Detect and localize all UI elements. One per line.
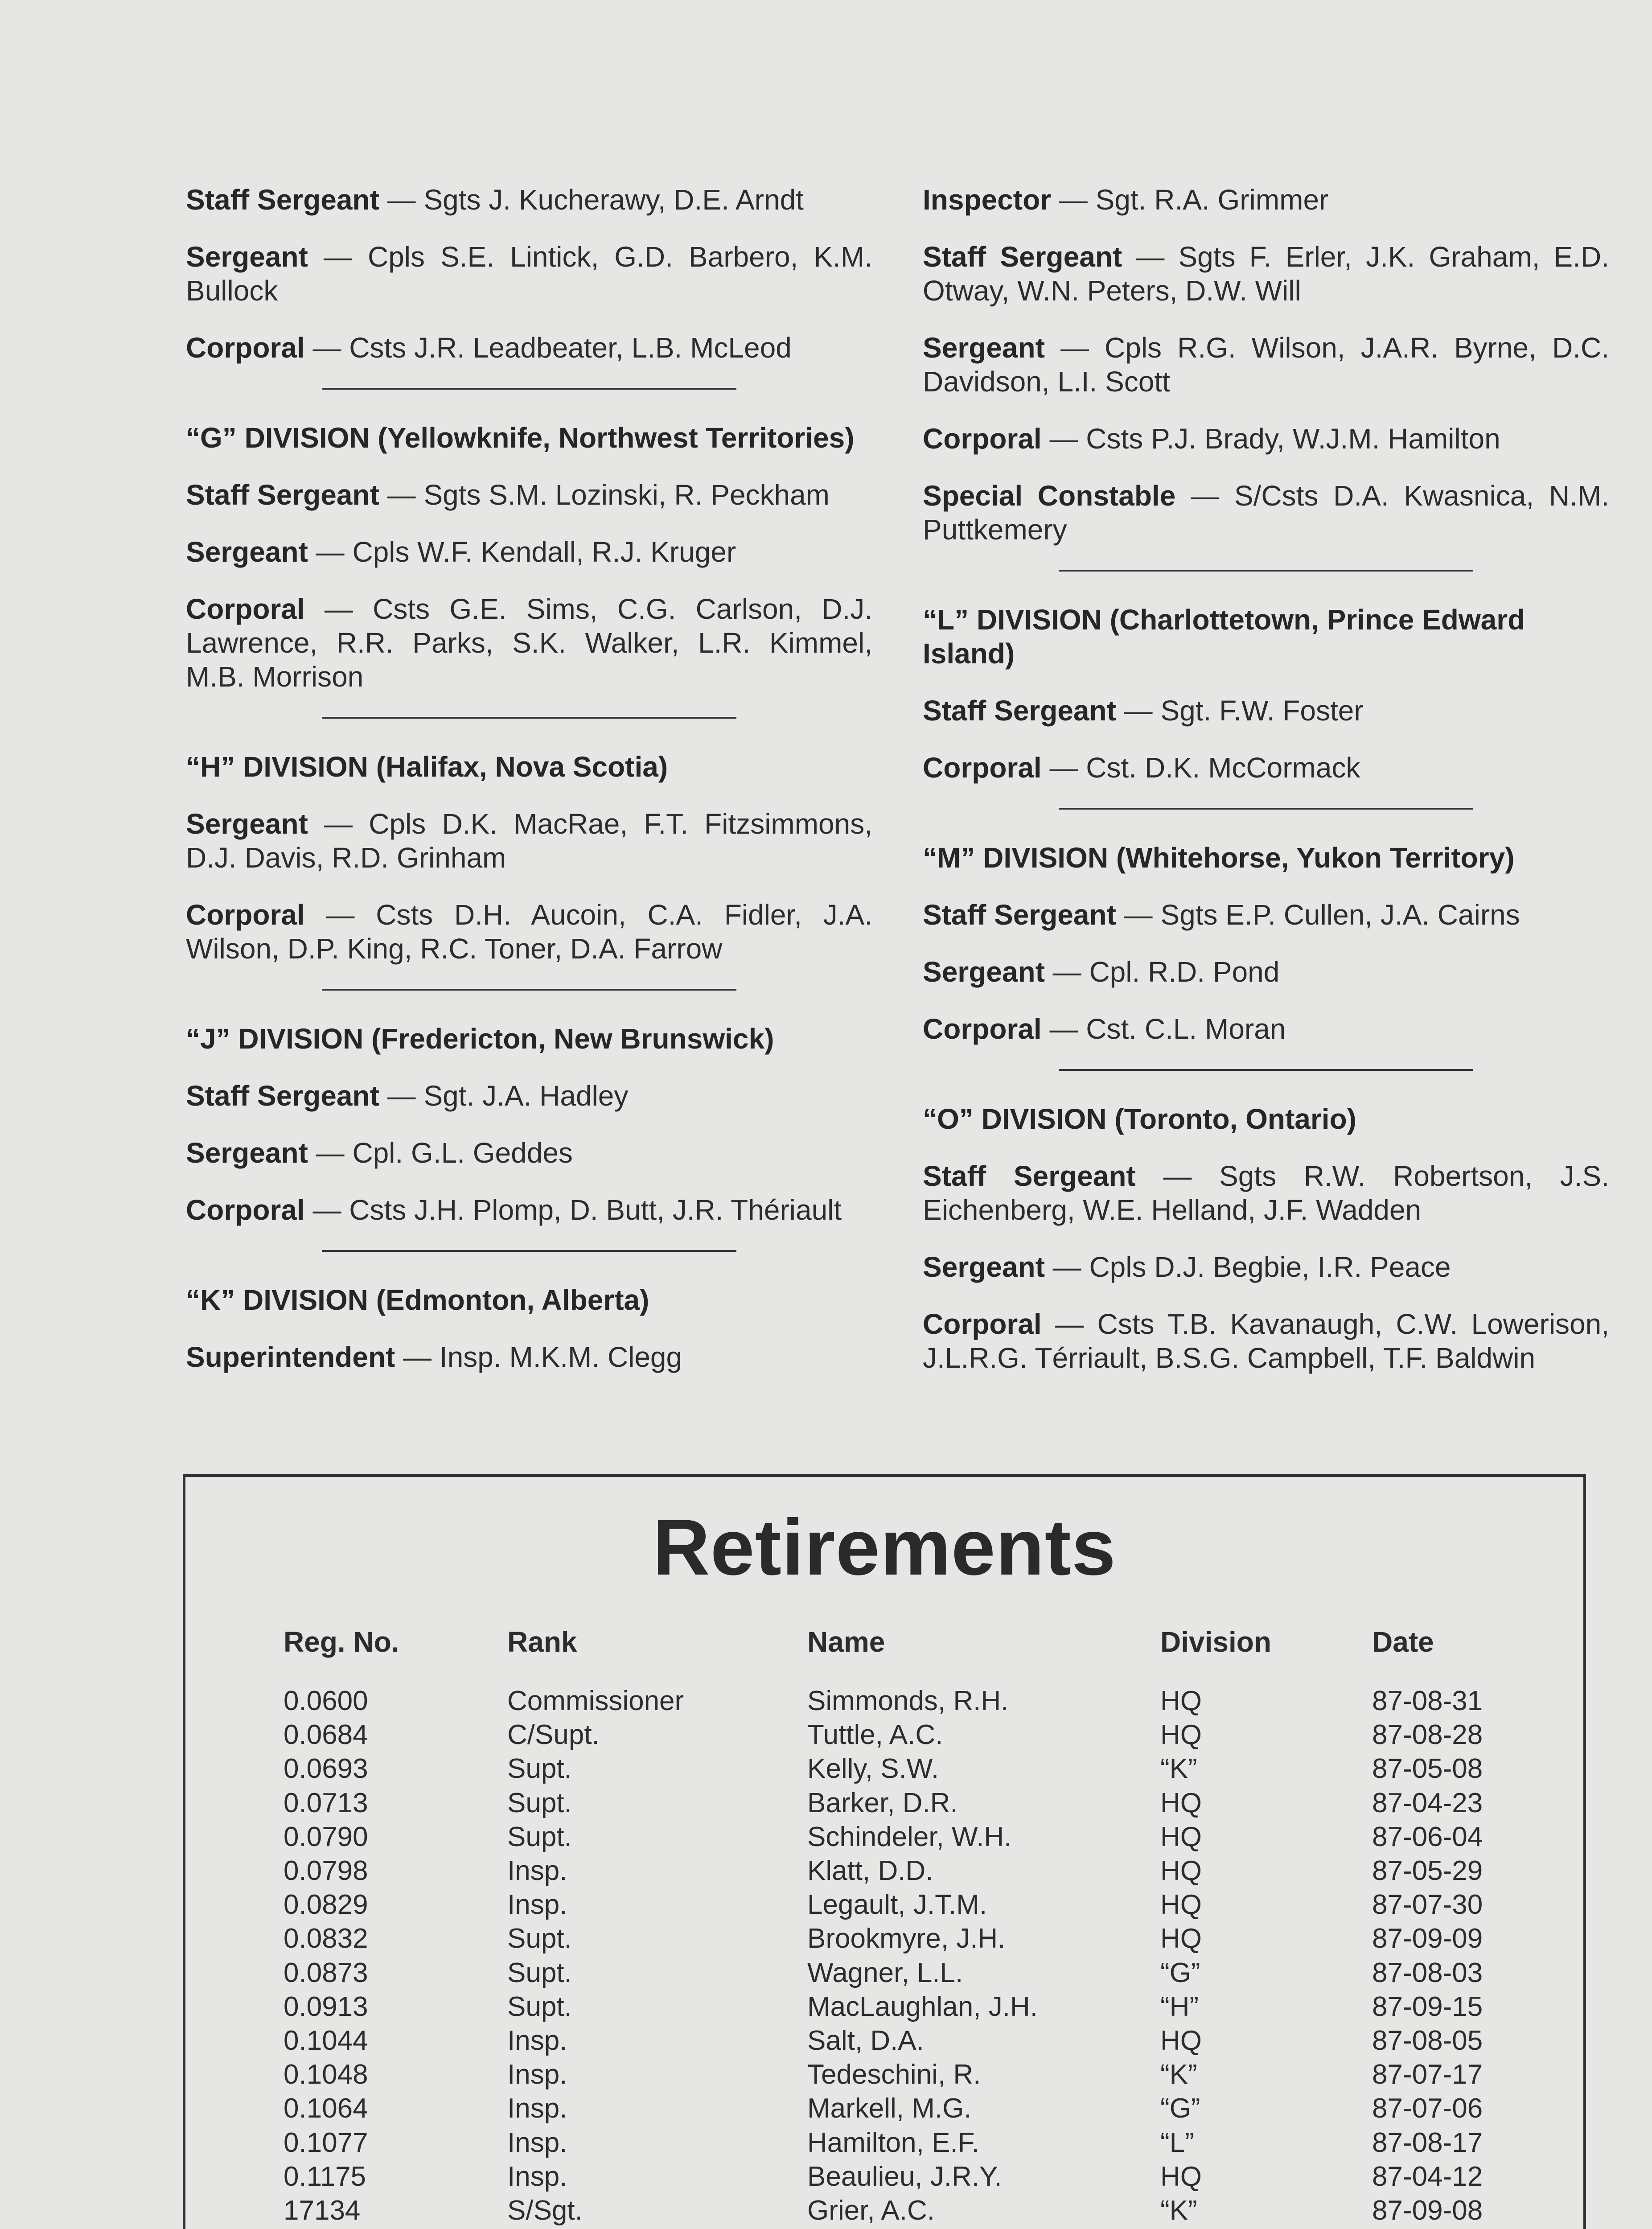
table-cell-date: 87-09-15 bbox=[1372, 1991, 1483, 2022]
table-cell-reg: 0.0600 bbox=[284, 1686, 368, 1716]
table-cell-division: “K” bbox=[1160, 2059, 1197, 2090]
table-cell-rank: S/Sgt. bbox=[507, 2195, 583, 2226]
section-divider bbox=[1059, 1069, 1473, 1071]
table-cell-name: Wagner, L.L. bbox=[807, 1957, 963, 1988]
division-heading: “M” DIVISION (Whitehorse, Yukon Territory) bbox=[923, 842, 1515, 874]
table-cell-reg: 0.1064 bbox=[284, 2093, 368, 2124]
table-cell-name: Grier, A.C. bbox=[807, 2195, 935, 2226]
table-cell-date: 87-07-06 bbox=[1372, 2093, 1483, 2124]
promotion-entry: Inspector — Sgt. R.A. Grimmer bbox=[923, 184, 1329, 216]
table-cell-name: Kelly, S.W. bbox=[807, 1753, 939, 1785]
table-cell-name: Barker, D.R. bbox=[807, 1787, 958, 1818]
table-cell-rank: C/Supt. bbox=[507, 1719, 600, 1751]
table-cell-rank: Insp. bbox=[507, 1889, 567, 1921]
table-cell-name: Klatt, D.D. bbox=[807, 1855, 933, 1887]
table-cell-rank: Insp. bbox=[507, 2093, 567, 2124]
division-heading: “G” DIVISION (Yellowknife, Northwest Territories) bbox=[186, 422, 855, 454]
promotion-entry: Sergeant — Cpls D.K. MacRae, F.T. Fitzsimmons, D.J. Davis, R.D. Grinham bbox=[186, 808, 872, 874]
promotion-entry: Staff Sergeant — Sgts J. Kucherawy, D.E. Arndt bbox=[186, 184, 804, 216]
promotion-entry: Sergeant — Cpls R.G. Wilson, J.A.R. Byrne, D.C. Davidson, L.I. Scott bbox=[923, 332, 1609, 398]
table-cell-division: “K” bbox=[1160, 1753, 1197, 1785]
table-cell-name: Markell, M.G. bbox=[807, 2093, 972, 2124]
table-cell-division: “L” bbox=[1160, 2127, 1194, 2158]
table-cell-division: “G” bbox=[1160, 1957, 1200, 1988]
promotion-entry: Corporal — Csts D.H. Aucoin, C.A. Fidler, J.A. Wilson, D.P. King, R.C. Toner, D.A. Farrow bbox=[186, 899, 872, 965]
table-cell-date: 87-07-30 bbox=[1372, 1889, 1483, 1921]
promotion-entry: Staff Sergeant — Sgts E.P. Cullen, J.A. Cairns bbox=[923, 899, 1520, 931]
table-cell-division: HQ bbox=[1160, 1855, 1202, 1887]
section-divider bbox=[1059, 808, 1473, 810]
table-cell-reg: 0.0790 bbox=[284, 1821, 368, 1852]
table-cell-reg: 0.1048 bbox=[284, 2059, 368, 2090]
retirements-title: Retirements bbox=[653, 1503, 1116, 1592]
division-heading: “J” DIVISION (Fredericton, New Brunswick) bbox=[186, 1023, 774, 1055]
right-column bbox=[923, 183, 1609, 1398]
promotion-entry: Sergeant — Cpls W.F. Kendall, R.J. Kruger bbox=[186, 536, 736, 568]
promotion-entry: Corporal — Cst. C.L. Moran bbox=[923, 1013, 1286, 1045]
table-cell-division: HQ bbox=[1160, 1923, 1202, 1954]
promotion-entry: Corporal — Csts J.H. Plomp, D. Butt, J.R. Thériault bbox=[186, 1194, 842, 1226]
table-cell-name: MacLaughlan, J.H. bbox=[807, 1991, 1038, 2022]
promotion-entry: Sergeant — Cpls S.E. Lintick, G.D. Barbero, K.M. Bullock bbox=[186, 241, 872, 307]
division-heading: “H” DIVISION (Halifax, Nova Scotia) bbox=[186, 751, 668, 783]
promotion-entry: Corporal — Csts G.E. Sims, C.G. Carlson, D.J. Lawrence, R.R. Parks, S.K. Walker, L.R. Kimmel, M.B. Morrison bbox=[186, 593, 872, 693]
section-divider bbox=[1059, 570, 1473, 572]
table-cell-date: 87-09-09 bbox=[1372, 1923, 1483, 1954]
table-cell-reg: 0.0693 bbox=[284, 1753, 368, 1785]
table-cell-division: HQ bbox=[1160, 2025, 1202, 2056]
table-cell-rank: Commissioner bbox=[507, 1686, 684, 1716]
table-cell-rank: Insp. bbox=[507, 2059, 567, 2090]
col-header-name: Name bbox=[807, 1626, 885, 1658]
left-column bbox=[186, 183, 872, 1397]
table-cell-name: Simmonds, R.H. bbox=[807, 1686, 1009, 1716]
table-cell-division: HQ bbox=[1160, 1889, 1202, 1921]
table-cell-date: 87-06-04 bbox=[1372, 1821, 1483, 1852]
table-cell-name: Salt, D.A. bbox=[807, 2025, 924, 2056]
division-heading: “L” DIVISION (Charlottetown, Prince Edward Island) bbox=[923, 604, 1525, 670]
table-cell-name: Schindeler, W.H. bbox=[807, 1821, 1012, 1852]
col-name bbox=[807, 1684, 1038, 2229]
table-cell-division: “G” bbox=[1160, 2093, 1200, 2124]
division-heading: “O” DIVISION (Toronto, Ontario) bbox=[923, 1103, 1356, 1135]
table-cell-division: “H” bbox=[1160, 1991, 1199, 2022]
table-cell-date: 87-08-31 bbox=[1372, 1686, 1483, 1716]
col-reg bbox=[284, 1684, 368, 2229]
section-divider bbox=[322, 388, 736, 390]
table-cell-reg: 0.0873 bbox=[284, 1957, 368, 1988]
col-header-date: Date bbox=[1372, 1626, 1434, 1658]
table-cell-rank: Insp. bbox=[507, 1855, 567, 1887]
col-date bbox=[1372, 1684, 1483, 2229]
table-cell-rank: Insp. bbox=[507, 2161, 567, 2192]
retirements-box bbox=[183, 1474, 1586, 2229]
promotion-entry: Sergeant — Cpls D.J. Begbie, I.R. Peace bbox=[923, 1251, 1451, 1283]
col-rank bbox=[507, 1684, 684, 2229]
table-cell-rank: Supt. bbox=[507, 1991, 572, 2022]
promotion-entry: Special Constable — S/Csts D.A. Kwasnica, N.M. Puttkemery bbox=[923, 480, 1609, 546]
table-cell-reg: 0.0684 bbox=[284, 1719, 368, 1751]
col-header-division: Division bbox=[1160, 1626, 1271, 1658]
col-header-reg: Reg. No. bbox=[284, 1626, 399, 1658]
table-cell-date: 87-08-17 bbox=[1372, 2127, 1483, 2158]
promotion-entry: Corporal — Csts J.R. Leadbeater, L.B. McLeod bbox=[186, 332, 792, 364]
promotion-entry: Sergeant — Cpl. G.L. Geddes bbox=[186, 1137, 573, 1169]
col-header-rank: Rank bbox=[507, 1626, 577, 1658]
table-cell-reg: 0.1044 bbox=[284, 2025, 368, 2056]
table-cell-division: HQ bbox=[1160, 1686, 1202, 1716]
promotion-entry: Sergeant — Cpl. R.D. Pond bbox=[923, 956, 1280, 988]
promotion-entry: Staff Sergeant — Sgt. J.A. Hadley bbox=[186, 1080, 629, 1112]
table-cell-date: 87-08-28 bbox=[1372, 1719, 1483, 1751]
table-cell-date: 87-05-29 bbox=[1372, 1855, 1483, 1887]
table-cell-reg: 0.1175 bbox=[284, 2161, 366, 2192]
table-cell-date: 87-05-08 bbox=[1372, 1753, 1483, 1785]
promotion-entry: Staff Sergeant — Sgts S.M. Lozinski, R. Peckham bbox=[186, 479, 830, 511]
table-cell-name: Tedeschini, R. bbox=[807, 2059, 981, 2090]
section-divider bbox=[322, 1250, 736, 1252]
table-cell-name: Tuttle, A.C. bbox=[807, 1719, 943, 1751]
table-cell-name: Brookmyre, J.H. bbox=[807, 1923, 1006, 1954]
table-cell-division: HQ bbox=[1160, 1787, 1202, 1818]
promotion-entry: Superintendent — Insp. M.K.M. Clegg bbox=[186, 1341, 682, 1373]
promotion-entry: Staff Sergeant — Sgt. F.W. Foster bbox=[923, 695, 1364, 727]
promotion-entry: Staff Sergeant — Sgts R.W. Robertson, J.S. Eichenberg, W.E. Helland, J.F. Wadden bbox=[923, 1160, 1610, 1226]
promotion-entry: Corporal — Csts T.B. Kavanaugh, C.W. Lowerison, J.L.R.G. Térriault, B.S.G. Campbell, T.F. Baldwin bbox=[923, 1308, 1609, 1374]
table-cell-name: Hamilton, E.F. bbox=[807, 2127, 979, 2158]
section-divider bbox=[322, 989, 736, 991]
table-cell-date: 87-07-17 bbox=[1372, 2059, 1483, 2090]
table-cell-date: 87-09-08 bbox=[1372, 2195, 1483, 2226]
col-division bbox=[1160, 1684, 1202, 2229]
table-cell-rank: Insp. bbox=[507, 2025, 567, 2056]
table-cell-reg: 0.0798 bbox=[284, 1855, 368, 1887]
table-cell-rank: Supt. bbox=[507, 1787, 572, 1818]
table-cell-rank: Supt. bbox=[507, 1923, 572, 1954]
table-cell-reg: 0.0913 bbox=[284, 1991, 368, 2022]
table-cell-rank: Supt. bbox=[507, 1957, 572, 1988]
table-cell-reg: 0.0829 bbox=[284, 1889, 368, 1921]
table-cell-rank: Supt. bbox=[507, 1753, 572, 1785]
promotion-entry: Corporal — Csts P.J. Brady, W.J.M. Hamilton bbox=[923, 423, 1500, 455]
division-heading: “K” DIVISION (Edmonton, Alberta) bbox=[186, 1284, 649, 1316]
table-cell-name: Legault, J.T.M. bbox=[807, 1889, 987, 1921]
table-cell-reg: 0.0832 bbox=[284, 1923, 368, 1954]
table-cell-date: 87-04-12 bbox=[1372, 2161, 1483, 2192]
table-cell-reg: 0.1077 bbox=[284, 2127, 368, 2158]
table-cell-division: HQ bbox=[1160, 1821, 1202, 1852]
promotion-entry: Staff Sergeant — Sgts F. Erler, J.K. Graham, E.D. Otway, W.N. Peters, D.W. Will bbox=[923, 241, 1609, 307]
table-cell-rank: Insp. bbox=[507, 2127, 567, 2158]
section-divider bbox=[322, 717, 736, 719]
table-cell-rank: Supt. bbox=[507, 1821, 572, 1852]
promotion-entry: Corporal — Cst. D.K. McCormack bbox=[923, 752, 1360, 784]
table-cell-division: HQ bbox=[1160, 2161, 1202, 2192]
table-cell-date: 87-04-23 bbox=[1372, 1787, 1483, 1818]
table-cell-name: Beaulieu, J.R.Y. bbox=[807, 2161, 1002, 2192]
table-cell-date: 87-08-03 bbox=[1372, 1957, 1483, 1988]
table-cell-division: HQ bbox=[1160, 1719, 1202, 1751]
table-cell-division: “K” bbox=[1160, 2195, 1197, 2226]
table-cell-reg: 0.0713 bbox=[284, 1787, 368, 1818]
table-cell-reg: 17134 bbox=[284, 2195, 361, 2226]
table-cell-date: 87-08-05 bbox=[1372, 2025, 1483, 2056]
